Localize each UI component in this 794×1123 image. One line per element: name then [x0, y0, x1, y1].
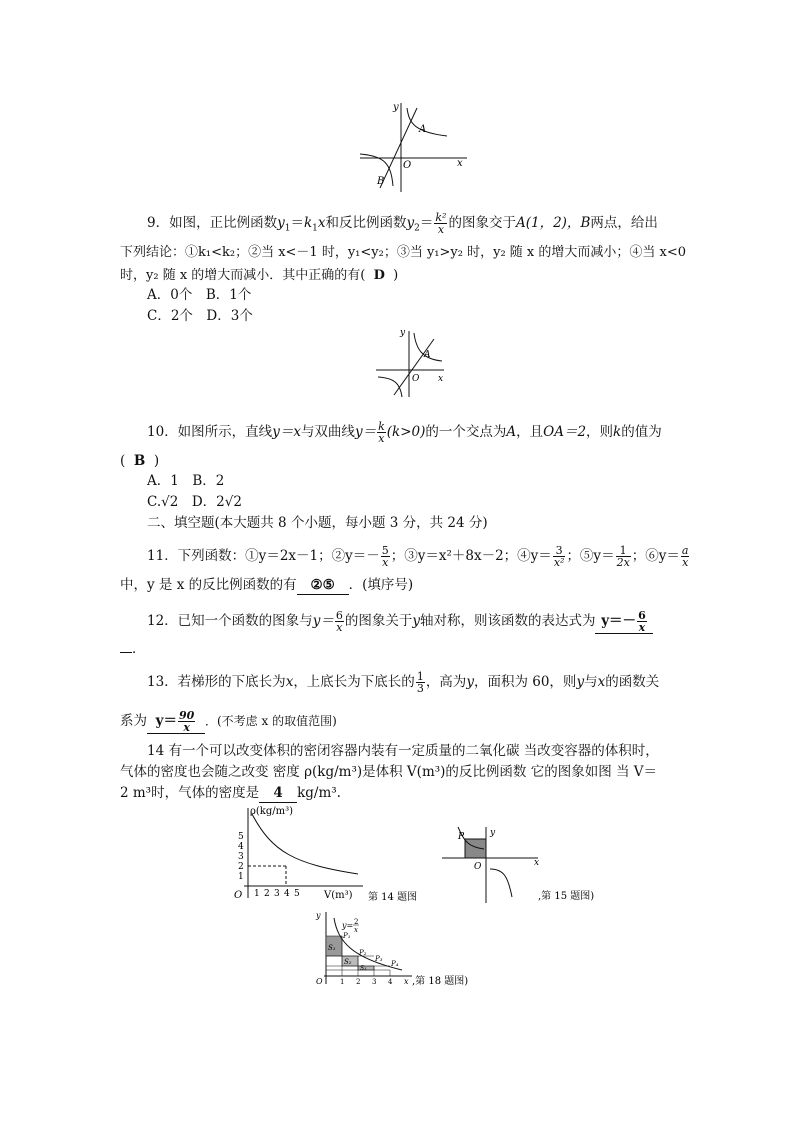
q10-paren-line: ( B ): [120, 453, 160, 469]
fig14-xtick: 4: [284, 889, 290, 899]
fig18-x-label: x: [404, 977, 409, 986]
q9-options-1: A．0个 B．1个: [147, 287, 252, 303]
fig14-xtick: 5: [294, 889, 300, 899]
fig18-caption: ,第 18 题图): [412, 976, 469, 987]
fig9-point-a-label: A: [424, 350, 431, 360]
fig8-y-label: y: [393, 102, 399, 113]
fig18-equation: y=: [342, 921, 354, 930]
fig18-label: P₃: [375, 955, 383, 963]
fig18-label: P₂: [359, 949, 367, 957]
q10-options-2: C.√2 D．2√2: [147, 494, 242, 510]
q13-number: 13: [147, 674, 165, 690]
fig18-xtick: 4: [388, 978, 393, 986]
fig18-equation-den: x: [354, 926, 358, 934]
figure-q8: [355, 100, 475, 195]
q9-line1: 9．如图，正比例函数$y_1=k_1x$和反比例函数$y_2=$ $\frac{\text{k²}}{x}$ 的图象交于A(1，2)，B两点，给出: [147, 211, 658, 236]
fig18-label: S₃: [360, 965, 367, 972]
fig14-ytick: 1: [238, 872, 244, 882]
fig18-label: P₁: [343, 932, 351, 940]
fig18-xtick: 1: [340, 978, 345, 986]
fig14-xtick: 3: [274, 889, 280, 899]
q10-fraction: $\frac{k}{x}$: [378, 420, 385, 445]
fig18-origin-label: O: [316, 977, 323, 986]
q10-options-1: A．1 B．2: [147, 473, 225, 489]
fig8-point-b-label: B: [377, 176, 385, 187]
fig15-point-p-label: P: [458, 832, 465, 842]
fig15-caption: ,第 15 题图): [538, 891, 595, 902]
figure-q9: [372, 325, 452, 400]
figure-q15: [438, 825, 618, 907]
q13-line2: 系为 y＝ $\frac{90}{x}$ ．(不考虑 x 的取值范围): [120, 709, 337, 734]
fig18-xtick: 3: [372, 978, 377, 986]
fig14-x-label: V(m³): [324, 890, 353, 901]
fig14-xtick: 2: [264, 889, 270, 899]
q10-answer: B: [133, 453, 146, 469]
fig18-label: P₄: [391, 960, 399, 968]
fig9-origin-label: O: [412, 374, 420, 384]
fig9-x-label: x: [438, 374, 444, 384]
fig8-x-label: x: [457, 158, 463, 169]
q12-line2: ．: [120, 640, 146, 658]
fig14-ytick: 4: [238, 842, 244, 852]
q9-number: 9: [147, 215, 156, 231]
fig14-y-label: ρ(kg/m³): [250, 806, 294, 817]
q12-line1: 12．已知一个函数的图象与y＝ $\frac{6}{x}$ 的图象关于y轴对称，则该函数的表达式为 y＝－ $\frac{6}{x}$: [147, 610, 653, 634]
fig18-y-label: y: [316, 911, 321, 920]
fig18-equation-num: 2: [354, 918, 359, 926]
q12-number: 12: [147, 613, 165, 629]
q14-line1: 14 有一个可以改变体积的密闭容器内装有一定质量的二氧化碳 当改变容器的体积时，: [147, 743, 659, 759]
fig15-origin-label: O: [474, 862, 482, 872]
q10-number: 10: [147, 424, 165, 440]
q14-answer: 4: [259, 784, 297, 803]
section-2-heading: 二、填空题(本大题共 8 个小题，每小题 3 分，共 24 分): [147, 515, 488, 531]
fig15-y-label: y: [490, 828, 496, 838]
fig14-xtick: 1: [254, 889, 260, 899]
fig14-ytick: 2: [238, 862, 244, 872]
q9-line2: 下列结论：①k₁<k₂；②当 x<－1 时，y₁<y₂；③当 y₁>y₂ 时，y₂ 随 x 的增大而减小；④当 x<0: [120, 245, 687, 260]
figure-q18: [312, 908, 502, 988]
q9-answer: D: [373, 268, 385, 283]
q9-fraction: $\frac{\text{k²}}{x}$: [435, 211, 447, 236]
fig18-label: S₁: [328, 944, 336, 952]
fig14-caption: 第 14 题图: [368, 892, 418, 903]
q11-answer: ②⑤: [297, 576, 349, 595]
fig18-label: S₂: [344, 958, 352, 966]
fig8-origin-label: O: [403, 160, 412, 171]
q13-line1: 13．若梯形的下底长为x，上底长为下底长的 $\frac{1}{3}$ ，高为y，面积为 60，则y与x的函数关: [147, 670, 660, 695]
fig9-y-label: y: [400, 328, 406, 338]
fig18-xtick: 2: [356, 978, 361, 986]
fig14-ytick: 5: [238, 832, 244, 842]
fig14-origin-label: O: [234, 890, 243, 901]
q11-line1: 11．下列函数：①y＝2x－1；②y＝－ $\frac{5}{x}$ ；③y＝x²＋8x－2；④y＝ $\frac{3}{\text{x²}}$ ；⑤y＝ $\frac{1}{2x}$ ；⑥y＝ $\frac{a}{x}$: [147, 544, 689, 569]
q10-line1: 10．如图所示，直线y＝x与双曲线y＝ $\frac{k}{x}$ (k>0)的一个交点为A，且OA＝2，则k的值为: [147, 420, 662, 445]
figure-q14: [228, 802, 438, 907]
q14-line2: 气体的密度也会随之改变 密度 ρ(kg/m³)是体积 V(m³)的反比例函数 它的图象如图 当 V＝: [120, 764, 658, 780]
fig8-point-a-label: A: [419, 124, 427, 135]
q12-answer: y＝－ $\frac{6}{x}$: [595, 610, 653, 634]
q13-answer: y＝ $\frac{90}{x}$: [147, 710, 205, 734]
q11-number: 11: [147, 548, 165, 564]
q11-line2: 中，y 是 x 的反比例函数的有 ②⑤ ．(填序号): [120, 577, 414, 593]
fig15-x-label: x: [534, 858, 540, 868]
q9-options-2: C．2个 D．3个: [147, 308, 253, 324]
q14-line3: 2 m³时，气体的密度是 4 kg/m³.: [120, 785, 341, 801]
fig14-ytick: 3: [238, 852, 244, 862]
q9-line3: 时，y₂ 随 x 的增大而减小．其中正确的有( D ): [120, 268, 399, 283]
